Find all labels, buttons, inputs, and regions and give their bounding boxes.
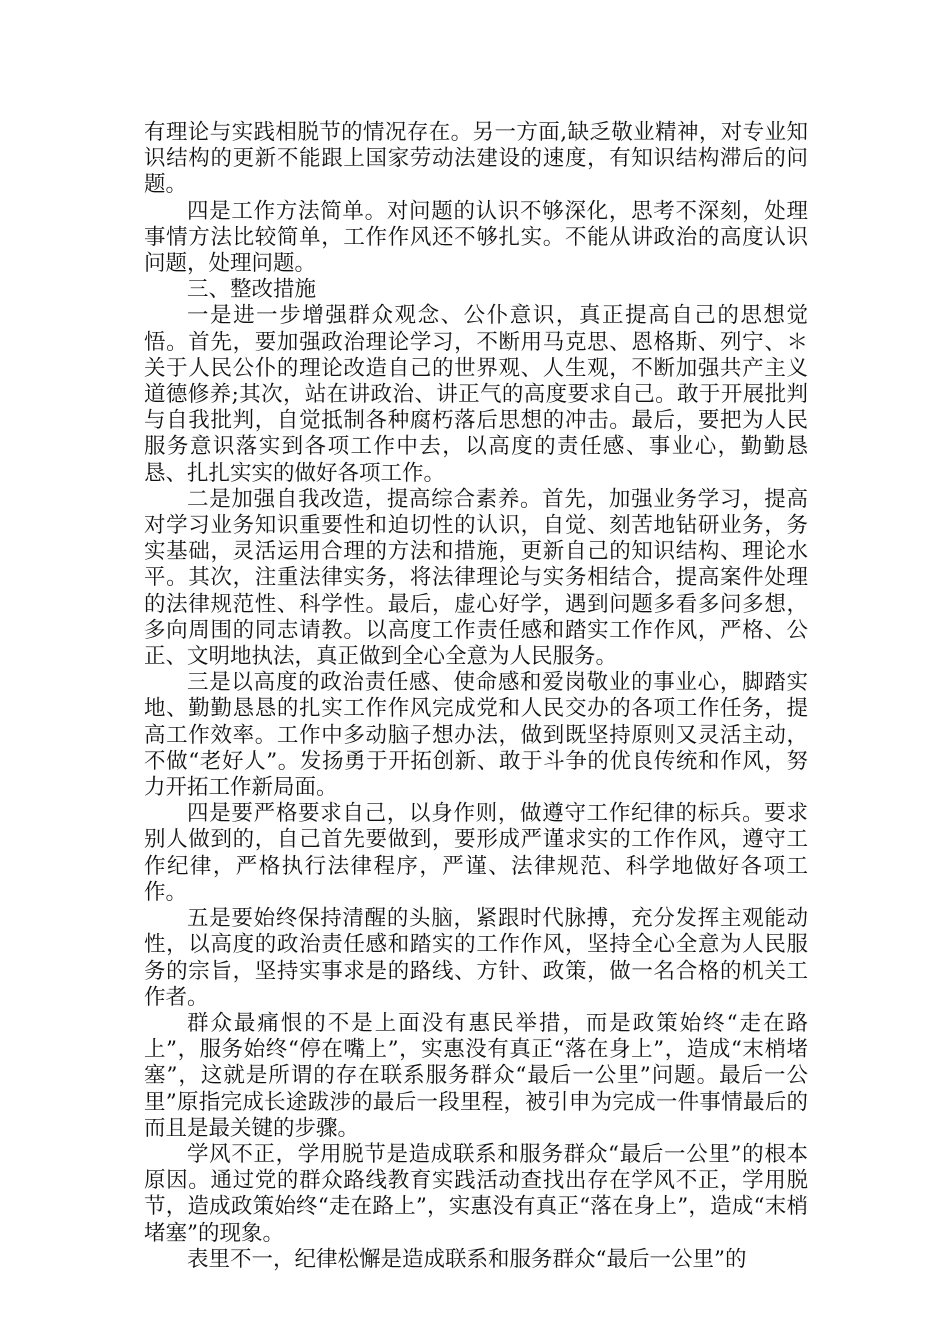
paragraph-4: 二是加强自我改造，提高综合素养。首先，加强业务学习，提高对学习业务知识重要性和迫切性的认识，自觉、刻苦地钻研业务，务实基础，灵活运用合理的方法和措施，更新自己的知识结构、理论水平。其次，注重法律实务，将法律理论与实务相结合，提高案件处理的法律规范性、科学性。最后，虚心好学，遇到问题多看多问多想，多向周围的同志请教。以高度工作责任感和踏实工作作风，严格、公正、文明地执法，真正做到全心全意为人民服务。 — [144, 486, 808, 670]
paragraph-1: 有理论与实践相脱节的情况存在。另一方面,缺乏敬业精神，对专业知识结构的更新不能跟上国家劳动法建设的速度，有知识结构滞后的问题。 — [144, 120, 808, 198]
paragraph-6: 四是要严格要求自己，以身作则，做遵守工作纪律的标兵。要求别人做到的，自己首先要做到，要形成严谨求实的工作作风，遵守工作纪律，严格执行法律程序，严谨、法律规范、科学地做好各项工作。 — [144, 801, 808, 905]
paragraph-10: 表里不一，纪律松懈是造成联系和服务群众“最后一公里”的 — [187, 1246, 747, 1272]
paragraph-7: 五是要始终保持清醒的头脑，紧跟时代脉搏，充分发挥主观能动性，以高度的政治责任感和踏实的工作作风，坚持全心全意为人民服务的宗旨，坚持实事求是的路线、方针、政策，做一名合格的机关工作者。 — [144, 906, 808, 1010]
paragraph-3: 一是进一步增强群众观念、公仆意识，真正提高自己的思想觉悟。首先，要加强政治理论学习，不断用马克思、恩格斯、列宁、＊关于人民公仆的理论改造自己的世界观、人生观，不断加强共产主义道德修养;其次，站在讲政治、讲正气的高度要求自己。敢于开展批判与自我批判，自觉抵制各种腐朽落后思想的冲击。最后，要把为人民服务意识落实到各项工作中去，以高度的责任感、事业心，勤勤恳恳、扎扎实实的做好各项工作。 — [144, 303, 808, 486]
paragraph-5: 三是以高度的政治责任感、使命感和爱岗敬业的事业心，脚踏实地、勤勤恳恳的扎实工作作风完成党和人民交办的各项工作任务，提高工作效率。工作中多动脑子想办法，做到既坚持原则又灵活主动，不做“老好人”。发扬勇于开拓创新、敢于斗争的优良传统和作风，努力开拓工作新局面。 — [144, 670, 808, 801]
paragraph-8: 群众最痛恨的不是上面没有惠民举措，而是政策始终“走在路上”，服务始终“停在嘴上”，实惠没有真正“落在身上”，造成“末梢堵塞”，这就是所谓的存在联系服务群众“最后一公里”问题。最后一公里”原指完成长途跋涉的最后一段里程，被引申为完成一件事情最后的而且是最关键的步骤。 — [144, 1010, 808, 1141]
document-body — [144, 120, 808, 1273]
section-heading: 三、整改措施 — [187, 277, 317, 303]
paragraph-9: 学风不正，学用脱节是造成联系和服务群众“最后一公里”的根本原因。通过党的群众路线教育实践活动查找出存在学风不正，学用脱节，造成政策始终“走在路上”，实惠没有真正“落在身上”，造成“末梢堵塞”的现象。 — [144, 1141, 808, 1246]
paragraph-2: 四是工作方法简单。对问题的认识不够深化，思考不深刻，处理事情方法比较简单，工作作风还不够扎实。不能从讲政治的高度认识问题，处理问题。 — [144, 198, 808, 277]
